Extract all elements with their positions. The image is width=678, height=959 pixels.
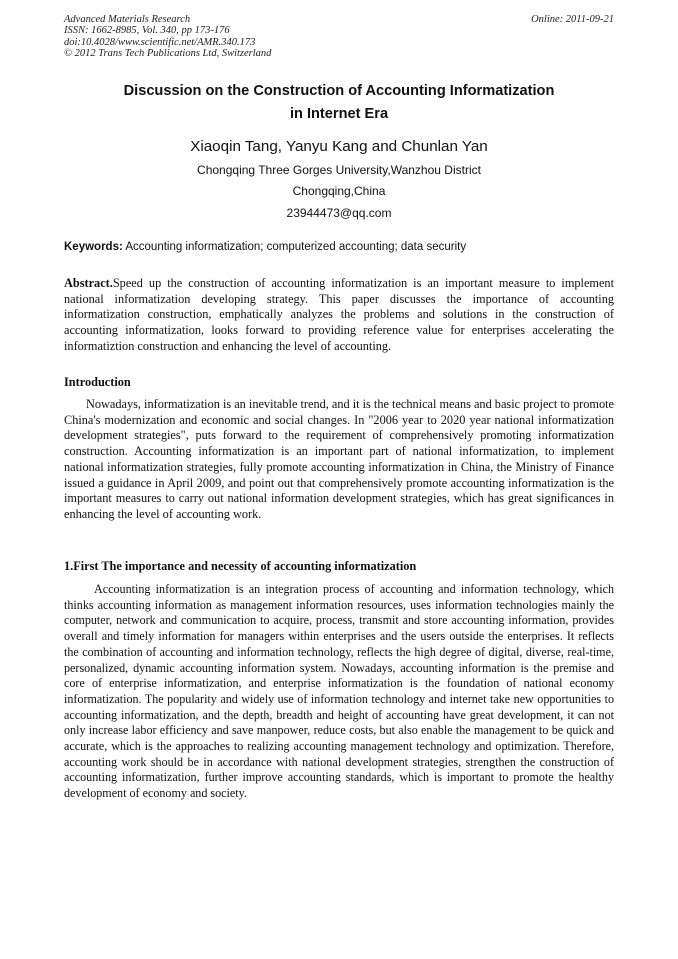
issn-line: ISSN: 1662-8985, Vol. 340, pp 173-176: [64, 25, 230, 37]
section-1-paragraph: Accounting informatization is an integration process of accounting and information technology, which thinks accounting information as management information resources, uses information technologies mainly the computer, network and communication to acquire, process, transmit and store accounting information, provides overall and timely information for managers within enterprises and the users outside the enterprises. It reflects the combination of accounting and information technology, reflects the high degree of digital, diverse, real-time, personalized, dynamic accounting information system. Nowadays, accounting information is the premise and core of enterprise informatization, and enterprise informatization is the foundation of national economy informatization. The popularity and widely use of information technology and internet take new opportunities to accounting informatization, and the depth, breadth and height of accounting have great development, it can not only increase labor efficiency and save manpower, reduce costs, but also enable the management to be quick and accurate, which is the approaches to realizing accounting management technology and optimization. Therefore, accounting work should be in accordance with national development strategies, strengthen the construction of accounting informatization, further improve accounting standards, which is important to promote the healthy development of economy and society.: [64, 582, 614, 801]
keywords-label: Keywords:: [64, 241, 123, 253]
paper-title-line-1: Discussion on the Construction of Accounting Informatization: [123, 83, 555, 99]
paper-title-line-2: in Internet Era: [289, 106, 389, 122]
abstract: [64, 276, 614, 355]
author-email: 23944473@qq.com: [286, 206, 392, 220]
introduction-heading: Introduction: [64, 375, 131, 389]
keywords: [64, 240, 614, 255]
journal-header: [64, 14, 614, 60]
journal-name: Advanced Materials Research: [64, 14, 191, 25]
abstract-text: Speed up the construction of accounting informatization is an important measure to implement national informatization developing strategy. This paper discusses the importance of accounting informatization construction, emphatically analyzes the problems and solutions in the construction of accounting informatization, looks forward to providing reference value for enterprises accelerating the informatiztion construction and enhancing the level of accounting.: [64, 276, 614, 353]
affiliation-line-2: Chongqing,China: [292, 184, 386, 198]
doi-line: doi:10.4028/www.scientific.net/AMR.340.173: [64, 36, 256, 48]
section-1-heading: 1.First The importance and necessity of accounting informatization: [64, 559, 417, 573]
introduction-paragraph: Nowadays, informatization is an inevitable trend, and it is the technical means and basic project to promote China's modernization and economic and social changes. In "2006 year to 2020 year national informatization development strategies", puts forward to the requirement of comprehensively promoting informatization construction. Accounting informatization is an important part of national informatization, to implement national informatization strategies, fully promote accounting informatization in China, the Ministry of Finance issued a guidance in April 2009, and point out that comprehensively promote accounting informatization is the important measures to carry out national information development strategies, which has great significances in enhancing the level of accounting work.: [64, 397, 614, 521]
copyright-line: © 2012 Trans Tech Publications Ltd, Switzerland: [64, 48, 272, 60]
affiliation-line-1: Chongqing Three Gorges University,Wanzhou District: [197, 163, 481, 177]
online-date: Online: 2011-09-21: [531, 14, 614, 25]
authors: Xiaoqin Tang, Yanyu Kang and Chunlan Yan: [190, 138, 488, 155]
keywords-text: Accounting informatization; computerized accounting; data security: [125, 241, 467, 253]
abstract-label: Abstract.: [64, 276, 113, 290]
